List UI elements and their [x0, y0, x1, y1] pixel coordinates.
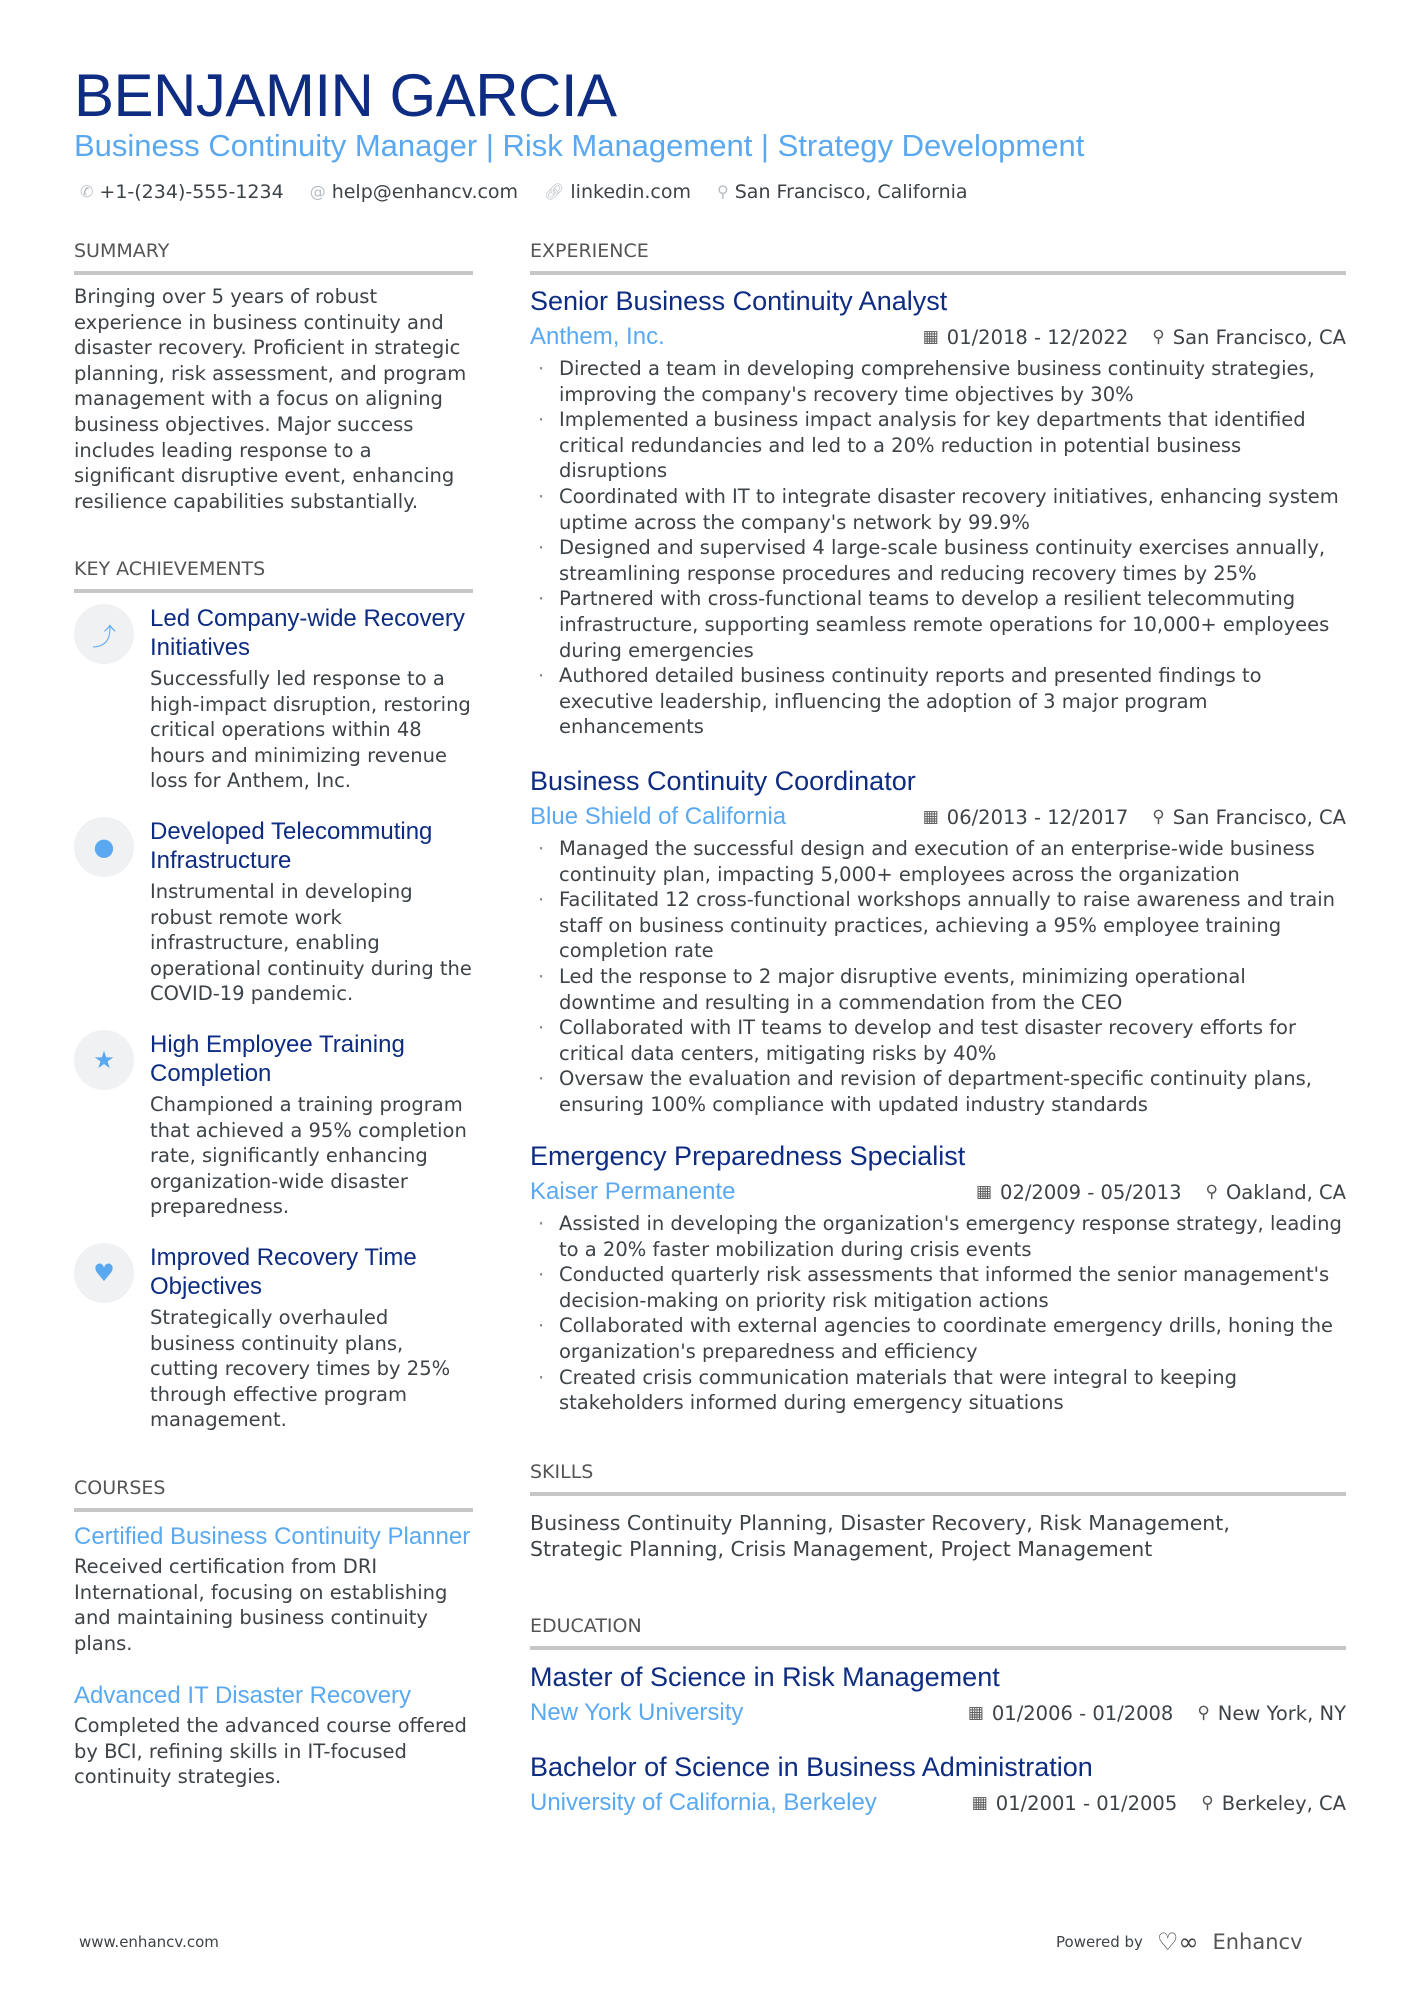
summary-heading: SUMMARY — [74, 239, 473, 275]
achievement-desc: Championed a training program that achieved a 95% completion rate, significantly enhancing organization-wide disaster preparedness. — [150, 1093, 467, 1219]
bullet: · Collaborated with external agencies to coordinate emergency drills, honing the organization's preparedness and efficiency — [530, 1313, 1346, 1364]
candidate-name: BENJAMIN GARCIA — [74, 62, 617, 129]
company: Kaiser Permanente — [530, 1178, 736, 1205]
course-item — [74, 1522, 473, 1656]
edu-dates: 01/2006 - 01/2008 — [991, 1701, 1174, 1725]
job-location: Oakland, CA — [1225, 1180, 1346, 1204]
achievement-desc: Strategically overhauled business continuity plans, cutting recovery times by 25% through effective program management. — [150, 1306, 451, 1432]
head-icon: ● — [74, 817, 134, 877]
location-pin-icon: ⚲ — [717, 182, 729, 201]
bullet: · Collaborated with IT teams to develop and test disaster recovery efforts for critical data centers, mitigating risks by 40% — [530, 1015, 1346, 1066]
location-pin-icon: ⚲ — [1205, 1182, 1218, 1202]
achievement-desc: Instrumental in developing robust remote work infrastructure, enabling operational continuity during the COVID-19 pandemic. — [150, 880, 472, 1006]
enhancv-brand: Enhancv — [1212, 1930, 1303, 1954]
edu-location: New York, NY — [1217, 1701, 1346, 1725]
achievement-item — [74, 604, 473, 794]
job-bullets — [530, 1211, 1346, 1416]
job-dates: 01/2018 - 12/2022 — [946, 325, 1129, 349]
heart-icon: ♥ — [74, 1243, 134, 1303]
course-title: Advanced IT Disaster Recovery — [74, 1682, 412, 1709]
achievement-title: Developed Telecommuting Infrastructure — [150, 818, 433, 874]
email-link[interactable]: help@enhancv.com — [331, 181, 519, 203]
job-bullets — [530, 836, 1346, 1118]
bullet: · Implemented a business impact analysis for key departments that identified critical redundancies and led to a 20% reduction in potential business disruptions — [530, 407, 1346, 484]
summary-text: Bringing over 5 years of robust experience in business continuity and disaster recovery. Proficient in strategic planning, risk assessment, and program management with a focus on aligning business objectives. Major success includes leading response to a significant disruptive event, enhancing resilience capabilities substantially. — [74, 285, 467, 513]
location-pin-icon: ⚲ — [1152, 327, 1165, 347]
link-icon: 🔗︎ — [544, 182, 565, 201]
bullet: · Directed a team in developing comprehensive business continuity strategies, improving the company's recovery time objectives by 30% — [530, 356, 1346, 407]
company: Blue Shield of California — [530, 803, 787, 830]
calendar-icon: ▦ — [922, 807, 939, 827]
job-title: Emergency Preparedness Specialist — [530, 1141, 966, 1171]
bullet: · Designed and supervised 4 large-scale business continuity exercises annually, streamlining response procedures and reducing recovery times by 25% — [530, 535, 1346, 586]
enhancv-logo-icon: ♡∞ — [1156, 1928, 1199, 1956]
calendar-icon: ▦ — [971, 1793, 988, 1813]
bullet: · Facilitated 12 cross-functional workshops annually to raise awareness and train staff on business continuity practices, achieving a 95% employee training completion rate — [530, 887, 1346, 964]
company: Anthem, Inc. — [530, 323, 665, 350]
location: San Francisco, California — [734, 181, 968, 203]
phone: +1-(234)-555-1234 — [99, 181, 284, 203]
achievement-item — [74, 1243, 473, 1433]
achievement-item — [74, 1030, 473, 1220]
job-entry — [530, 764, 1346, 1118]
location-pin-icon: ⚲ — [1152, 807, 1165, 827]
school: University of California, Berkeley — [530, 1789, 877, 1816]
job-entry — [530, 284, 1346, 740]
at-icon: @ — [309, 182, 326, 201]
edu-location: Berkeley, CA — [1221, 1791, 1346, 1815]
bullet: · Led the response to 2 major disruptive events, minimizing operational downtime and resulting in a commendation from the CEO — [530, 964, 1346, 1015]
achievement-title: Led Company-wide Recovery Initiatives — [150, 605, 465, 661]
calendar-icon: ▦ — [967, 1703, 984, 1723]
job-location: San Francisco, CA — [1172, 805, 1346, 829]
location-pin-icon: ⚲ — [1197, 1703, 1210, 1723]
achievement-item — [74, 817, 473, 1007]
course-desc: Received certification from DRI International, focusing on establishing and maintaining business continuity plans. — [74, 1555, 448, 1655]
phone-icon: ✆ — [80, 182, 94, 201]
powered-by — [1056, 1928, 1303, 1956]
job-dates: 06/2013 - 12/2017 — [946, 805, 1129, 829]
bullet: · Managed the successful design and execution of an enterprise-wide business continuity plan, impacting 5,000+ employees across the organization — [530, 836, 1346, 887]
job-title: Senior Business Continuity Analyst — [530, 286, 948, 316]
bullet: · Assisted in developing the organization's emergency response strategy, leading to a 20% faster mobilization during crisis events — [530, 1211, 1346, 1262]
education-heading: EDUCATION — [530, 1614, 1346, 1650]
edu-dates: 01/2001 - 01/2005 — [995, 1791, 1178, 1815]
job-title: Business Continuity Coordinator — [530, 766, 916, 796]
candidate-title: Business Continuity Manager | Risk Management | Strategy Development — [74, 128, 1085, 163]
skills-text: Business Continuity Planning, Disaster Recovery, Risk Management, Strategic Planning, Crisis Management, Project Management — [530, 1511, 1230, 1561]
job-entry — [530, 1139, 1346, 1416]
calendar-icon: ▦ — [975, 1182, 993, 1202]
degree: Master of Science in Risk Management — [530, 1662, 1000, 1692]
star-icon: ★ — [74, 1030, 134, 1090]
bullet: · Authored detailed business continuity reports and presented findings to executive leadership, influencing the adoption of 3 major program enhancements — [530, 663, 1346, 740]
experience-heading: EXPERIENCE — [530, 239, 1346, 275]
location-pin-icon: ⚲ — [1201, 1793, 1214, 1813]
skills-heading: SKILLS — [530, 1460, 1346, 1496]
job-location: San Francisco, CA — [1172, 325, 1346, 349]
achievements-heading: KEY ACHIEVEMENTS — [74, 557, 473, 593]
bullet: · Created crisis communication materials that were integral to keeping stakeholders informed during emergency situations — [530, 1365, 1346, 1416]
education-entry — [530, 1750, 1346, 1822]
bullet: · Conducted quarterly risk assessments that informed the senior management's decision-making on priority risk mitigation actions — [530, 1262, 1346, 1313]
achievement-desc: Successfully led response to a high-impact disruption, restoring critical operations within 48 hours and minimizing revenue loss for Anthem, Inc. — [150, 667, 471, 793]
education-entry — [530, 1660, 1346, 1732]
bullet: · Oversaw the evaluation and revision of department-specific continuity plans, ensuring 100% compliance with updated industry standards — [530, 1066, 1346, 1117]
course-title: Certified Business Continuity Planner — [74, 1523, 471, 1550]
courses-heading: COURSES — [74, 1476, 473, 1512]
job-dates: 02/2009 - 05/2013 — [1000, 1180, 1182, 1204]
contact-bar — [80, 180, 968, 204]
bullet: · Partnered with cross-functional teams to develop a resilient telecommuting infrastructure, supporting seamless remote operations for 10,000+ employees during emergencies — [530, 586, 1346, 663]
calendar-icon: ▦ — [922, 327, 939, 347]
course-desc: Completed the advanced course offered by BCI, refining skills in IT-focused continuity strategies. — [74, 1714, 467, 1789]
route-icon: ⤴ — [74, 604, 134, 664]
bullet: · Coordinated with IT to integrate disaster recovery initiatives, enhancing system uptime across the company's network by 99.9% — [530, 484, 1346, 535]
footer-site[interactable]: www.enhancv.com — [79, 1933, 219, 1951]
job-bullets — [530, 356, 1346, 740]
school: New York University — [530, 1699, 744, 1726]
course-item — [74, 1681, 473, 1790]
linkedin-link[interactable]: linkedin.com — [570, 181, 692, 203]
degree: Bachelor of Science in Business Administration — [530, 1752, 1093, 1782]
powered-by-label: Powered by — [1056, 1933, 1143, 1951]
achievement-title: High Employee Training Completion — [150, 1031, 405, 1087]
achievement-title: Improved Recovery Time Objectives — [150, 1244, 417, 1300]
